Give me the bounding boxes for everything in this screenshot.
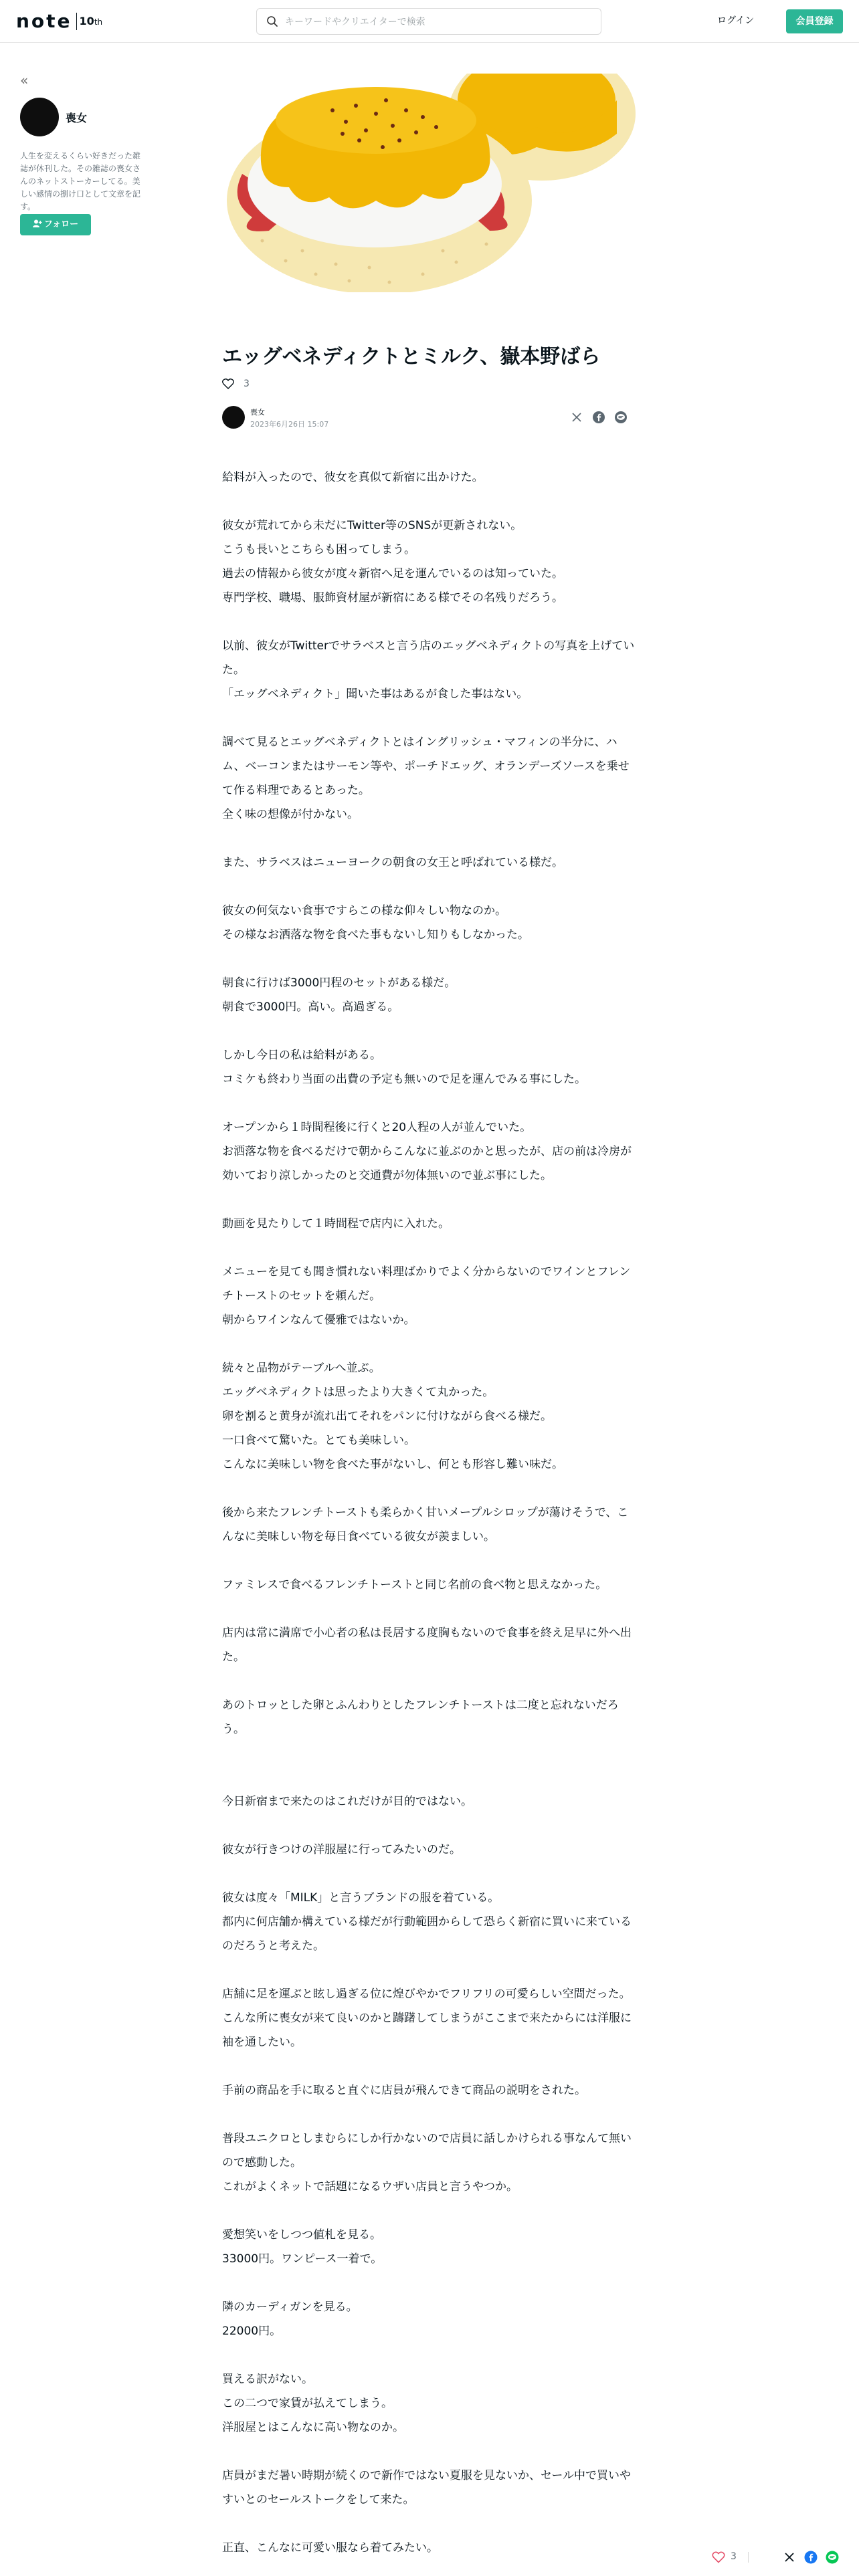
article-paragraph: こんなに美味しい物を食べた事がないし、何とも形容し難い味だ。 bbox=[222, 1458, 563, 1471]
blank-line bbox=[222, 610, 637, 634]
collapse-sidebar-icon[interactable]: « bbox=[20, 72, 29, 88]
article-paragraph: これがよくネットで話題になるウザい店員と言うやつか。 bbox=[222, 2180, 518, 2193]
line-share-icon[interactable] bbox=[614, 411, 628, 424]
article-paragraph: 愛想笑いをしつつ値札を見る。 bbox=[222, 2228, 381, 2242]
article-paragraph: コミケも終わり当面の出費の予定も無いので足を運んでみる事にした。 bbox=[222, 1073, 586, 1086]
article-paragraph: 都内に何店舗か構えている様だが行動範囲からして恐らく新宿に買いに来ているのだろうと考えた。 bbox=[222, 1915, 632, 1953]
article-paragraph: 店舗に足を運ぶと眩し過ぎる位に煌びやかでフリフリの可愛らしい空間だった。 bbox=[222, 1988, 631, 2001]
blank-line bbox=[222, 2440, 637, 2464]
article-paragraph: ファミレスで食べるフレンチトーストと同じ名前の食べ物と思えなかった。 bbox=[222, 1578, 607, 1592]
article-paragraph: 過去の情報から彼女が度々新宿へ足を運んでいるのは知っていた。 bbox=[222, 567, 563, 580]
blank-line bbox=[222, 1958, 637, 1982]
like-count: 3 bbox=[244, 379, 250, 389]
article-paragraph: あのトロッとした卵とふんわりとしたフレンチトーストは二度と忘れないだろう。 bbox=[222, 1699, 619, 1736]
article-paragraph: お洒落な物を食べるだけで朝からこんなに並ぶのかと思ったが、店の前は冷房が効いており涼しかったのと交通費が勿体無いので並ぶ事にした。 bbox=[222, 1145, 632, 1182]
blank-line bbox=[222, 2271, 637, 2295]
blank-line bbox=[222, 2512, 637, 2536]
article-paragraph: 給料が入ったので、彼女を真似て新宿に出かけた。 bbox=[222, 471, 484, 484]
blank-line bbox=[222, 1332, 637, 1356]
article-paragraph: 33000円。ワンピース一着で。 bbox=[222, 2252, 383, 2266]
article-paragraph: こうも長いとこちらも困ってしまう。 bbox=[222, 543, 415, 556]
divider bbox=[748, 2552, 749, 2563]
follow-label: フォロー bbox=[43, 219, 79, 229]
article-paragraph: 彼女が荒れてから未だにTwitter等のSNSが更新されない。 bbox=[222, 519, 522, 532]
article-paragraph: 彼女の何気ない食事ですらこの様な仰々しい物なのか。 bbox=[222, 904, 506, 918]
meta-author-avatar[interactable] bbox=[222, 406, 245, 429]
blank-line bbox=[222, 490, 637, 514]
article-paragraph: その様なお洒落な物を食べた事もないし知りもしなかった。 bbox=[222, 928, 529, 942]
article-paragraph: 洋服屋とはこんなに高い物なのか。 bbox=[222, 2421, 404, 2434]
blank-line bbox=[222, 1019, 637, 1043]
bottom-facebook-share-icon[interactable] bbox=[804, 2551, 818, 2564]
article-paragraph: 朝からワインなんて優雅ではないか。 bbox=[222, 1313, 415, 1327]
author-bio: 人生を変えるくらい好きだった雑誌が休刊した。その雑誌の喪女さんのネットストーカーしてる。美しい感情の捌け口として文章を記す。 bbox=[20, 151, 141, 211]
add-user-icon bbox=[33, 219, 42, 227]
article-paragraph: 正直、こんなに可愛い服なら着てみたい。 bbox=[222, 2541, 438, 2555]
author-avatar[interactable] bbox=[20, 98, 59, 136]
site-header bbox=[0, 0, 859, 43]
article-paragraph: オープンから１時間程後に行くと20人程の人が並んでいた。 bbox=[222, 1121, 532, 1134]
blank-line bbox=[222, 1862, 637, 1886]
article-paragraph: エッグベネディクトは思ったより大きくて丸かった。 bbox=[222, 1386, 494, 1399]
facebook-share-icon[interactable] bbox=[592, 411, 605, 424]
blank-line bbox=[222, 1236, 637, 1260]
article-title: エッグベネディクトとミルク、嶽本野ばら bbox=[222, 345, 601, 368]
article-paragraph: 手前の商品を手に取ると直ぐに店員が飛んできて商品の説明をされた。 bbox=[222, 2084, 586, 2097]
blank-line bbox=[222, 1091, 637, 1115]
article-paragraph: 今日新宿まで来たのはこれだけが目的ではない。 bbox=[222, 1795, 472, 1808]
article-paragraph: 動画を見たりして１時間程で店内に入れた。 bbox=[222, 1217, 450, 1230]
author-name[interactable]: 喪女 bbox=[66, 112, 88, 124]
blank-line bbox=[222, 1477, 637, 1501]
article-paragraph: 専門学校、職場、服飾資材屋が新宿にある様でその名残りだろう。 bbox=[222, 591, 563, 605]
article-paragraph: 全く味の想像が付かない。 bbox=[222, 808, 359, 821]
article-paragraph: この二つで家賃が払えてしまう。 bbox=[222, 2397, 393, 2410]
article-paragraph: しかし今日の私は給料がある。 bbox=[222, 1049, 381, 1062]
blank-line bbox=[222, 875, 637, 899]
x-share-icon[interactable] bbox=[570, 411, 583, 424]
article-paragraph: 朝食で3000円。高い。高過ぎる。 bbox=[222, 1000, 399, 1014]
login-link[interactable]: ログイン bbox=[717, 15, 755, 26]
article-paragraph: 彼女が行きつけの洋服屋に行ってみたいのだ。 bbox=[222, 1843, 461, 1856]
article-paragraph: 22000円。 bbox=[222, 2325, 282, 2338]
bottom-action-bar bbox=[712, 2547, 859, 2568]
blank-line bbox=[222, 1765, 637, 1790]
blank-line bbox=[222, 1669, 637, 1693]
heart-icon[interactable] bbox=[222, 379, 234, 389]
signup-button[interactable]: 会員登録 bbox=[786, 9, 843, 33]
article-paragraph: 続々と品物がテーブルへ並ぶ。 bbox=[222, 1362, 381, 1375]
article-paragraph: 後から来たフレンチトーストも柔らかく甘いメープルシロップが蕩けそうで、こんなに美味しい物を毎日食べている彼女が羨ましい。 bbox=[222, 1506, 629, 1543]
blank-line bbox=[222, 2343, 637, 2367]
blank-line bbox=[222, 1597, 637, 1621]
article-paragraph: 彼女は度々「MILK」と言うブランドの服を着ている。 bbox=[222, 1891, 500, 1905]
search-input[interactable] bbox=[284, 9, 594, 35]
blank-line bbox=[222, 827, 637, 851]
blank-line bbox=[222, 1549, 637, 1573]
article-paragraph: 隣のカーディガンを見る。 bbox=[222, 2300, 358, 2314]
article-paragraph: 卵を割ると黄身が流れ出てそれをパンに付けながら食べる様だ。 bbox=[222, 1410, 552, 1423]
bottom-x-share-icon[interactable] bbox=[783, 2551, 796, 2564]
blank-line bbox=[222, 2103, 637, 2127]
blank-line bbox=[222, 706, 637, 730]
article-paragraph: 以前、彼女がTwitterでサラベスと言う店のエッグベネディクトの写真を上げていた。 bbox=[222, 639, 635, 677]
article-paragraph: 買える訳がない。 bbox=[222, 2373, 313, 2386]
article-paragraph: 朝食に行けば3000円程のセットがある様だ。 bbox=[222, 976, 456, 990]
blank-line bbox=[222, 1814, 637, 1838]
hero-image-eggs-benedict bbox=[222, 74, 637, 292]
article-paragraph: 普段ユニクロとしまむらにしか行かないので店員に話しかけられる事なんて無いので感動した。 bbox=[222, 2132, 632, 2169]
article-paragraph: メニューを見ても聞き慣れない料理ばかりでよく分からないのでワインとフレンチトーストのセットを頼んだ。 bbox=[222, 1265, 631, 1303]
note-logo[interactable] bbox=[16, 11, 102, 32]
bottom-line-share-icon[interactable] bbox=[826, 2551, 839, 2564]
article-paragraph: また、サラベスはニューヨークの朝食の女王と呼ばれている様だ。 bbox=[222, 856, 563, 869]
article-paragraph: 「エッグベネディクト」聞いた事はあるが食した事はない。 bbox=[222, 687, 529, 701]
like-section bbox=[222, 379, 250, 389]
bottom-like-count: 3 bbox=[731, 2551, 737, 2562]
article-body bbox=[222, 465, 637, 2560]
publish-date: 2023年6月26日 15:07 bbox=[250, 420, 329, 429]
blank-line bbox=[222, 2054, 637, 2078]
article-paragraph: 一口食べて驚いた。とても美味しい。 bbox=[222, 1434, 415, 1447]
logo-text: note bbox=[16, 10, 72, 32]
article-paragraph: こんな所に喪女が来て良いのかと躊躇してしまうがここまで来たからには洋服に袖を通したい。 bbox=[222, 2012, 632, 2049]
article-paragraph: 店員がまだ暑い時期が続くので新作ではない夏服を見ないか、セール中で買いやすいとのセールストークをして来た。 bbox=[222, 2469, 631, 2506]
article-paragraph: 調べて見るとエッグベネディクトとはイングリッシュ・マフィンの半分に、ハム、ベーコンまたはサーモン等や、ポーチドエッグ、オランデーズソースを乗せて作る料理であるとあった。 bbox=[222, 736, 630, 797]
follow-button[interactable] bbox=[20, 214, 91, 235]
anniversary-badge: 10th bbox=[76, 13, 103, 30]
search-icon bbox=[266, 15, 278, 27]
blank-line bbox=[222, 2199, 637, 2223]
article-paragraph: 店内は常に満席で小心者の私は長居する度胸もないので食事を終え足早に外へ出た。 bbox=[222, 1626, 632, 1664]
search-box[interactable] bbox=[256, 8, 601, 35]
blank-line bbox=[222, 1741, 637, 1765]
bottom-heart-icon[interactable] bbox=[712, 2551, 725, 2564]
meta-author-name[interactable]: 喪女 bbox=[250, 408, 265, 417]
blank-line bbox=[222, 947, 637, 971]
blank-line bbox=[222, 1188, 637, 1212]
